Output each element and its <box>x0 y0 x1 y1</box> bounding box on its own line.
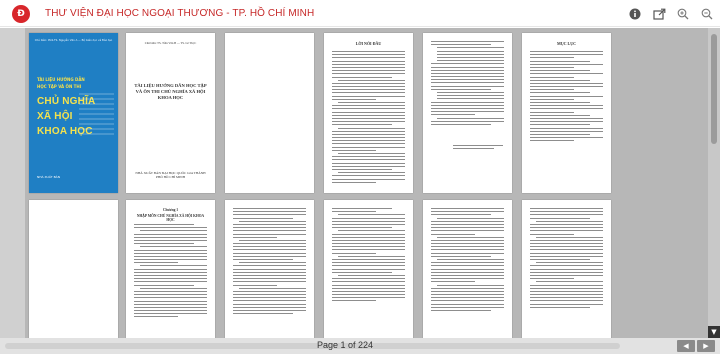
page-thumbnail-2[interactable] <box>126 33 215 193</box>
library-title: THƯ VIỆN ĐẠI HỌC NGOẠI THƯƠNG - TP. HỒ CHÍ MINH <box>45 8 315 19</box>
page-10-text <box>332 208 405 304</box>
share-icon[interactable] <box>652 7 666 21</box>
cover-title-line-1: CHỦ NGHĨA <box>37 96 96 107</box>
page-8-text <box>134 224 207 320</box>
page-12-text <box>530 208 603 310</box>
sidebar-edge <box>0 28 25 338</box>
previous-page-button[interactable]: ◀ <box>677 340 695 352</box>
page-11-text <box>431 208 504 313</box>
page-thumbnail-5[interactable] <box>423 33 512 193</box>
cover-title-line-2: XÃ HỘI <box>37 111 73 122</box>
page-thumbnail-3-blank[interactable] <box>225 33 314 193</box>
vertical-scrollbar[interactable] <box>708 28 720 338</box>
page-4-text <box>332 51 405 185</box>
page-indicator: Page 1 of 224 <box>316 340 374 350</box>
page-grid <box>29 33 709 333</box>
page-6-heading: MỤC LỤC <box>557 41 576 46</box>
page-navigation <box>677 340 715 352</box>
library-logo: Đ <box>12 5 30 23</box>
scroll-down-arrow-icon[interactable]: ▼ <box>708 326 720 338</box>
page-thumbnail-cover[interactable] <box>29 33 118 193</box>
page-4-heading: LỜI NÓI ĐẦU <box>355 41 382 46</box>
page-9-text <box>233 208 306 316</box>
page-thumbnail-11[interactable] <box>423 200 512 338</box>
cover-publisher: NHÀ XUẤT BẢN <box>37 175 60 179</box>
page-2-publisher: NHÀ XUẤT BẢN ĐẠI HỌC QUỐC GIA THÀNH PHỐ HỒ CHÍ MINH <box>135 171 206 180</box>
page-6-toc <box>530 51 603 143</box>
page-thumbnail-7-blank[interactable] <box>29 200 118 338</box>
page-2-title: TÀI LIỆU HƯỚNG DẪN HỌC TẬP VÀ ÔN THI CHỦ NGHĨA XÃ HỘI KHOA HỌC <box>134 83 207 100</box>
zoom-in-icon[interactable] <box>676 7 690 21</box>
zoom-out-icon[interactable] <box>700 7 714 21</box>
page-viewer[interactable] <box>0 28 720 338</box>
header-bar <box>0 0 720 27</box>
page-thumbnail-8[interactable] <box>126 200 215 338</box>
cover-title-line-3: KHOA HỌC <box>37 126 93 137</box>
page-thumbnail-6[interactable] <box>522 33 611 193</box>
info-icon[interactable] <box>628 7 642 21</box>
page-5-signature <box>453 145 503 151</box>
page-5-text <box>431 41 504 127</box>
page-8-chapter: Chương 1 <box>162 208 179 212</box>
page-thumbnail-9[interactable] <box>225 200 314 338</box>
page-thumbnail-12[interactable] <box>522 200 611 338</box>
next-page-button[interactable]: ▶ <box>697 340 715 352</box>
cover-band-2: HỌC TẬP VÀ ÔN THI <box>37 84 82 89</box>
scrollbar-thumb[interactable] <box>711 34 717 144</box>
cover-band-1: TÀI LIỆU HƯỚNG DẪN <box>37 77 85 82</box>
cover-decoration <box>79 93 114 153</box>
bottom-bar <box>0 338 720 354</box>
header-toolbar <box>628 6 714 22</box>
page-8-chapter-title: NHẬP MÔN CHỦ NGHĨA XÃ HỘI KHOA HỌC <box>136 214 205 222</box>
page-thumbnail-10[interactable] <box>324 200 413 338</box>
cover-authors: Chủ biên: PGS.TS. Nguyễn Văn A — Bộ Giáo dục và Đào tạo <box>34 39 113 42</box>
page-2-authors: Chủ biên: TS. Trần Văn B — TS. Lê Thị C <box>144 41 197 45</box>
page-thumbnail-4[interactable] <box>324 33 413 193</box>
